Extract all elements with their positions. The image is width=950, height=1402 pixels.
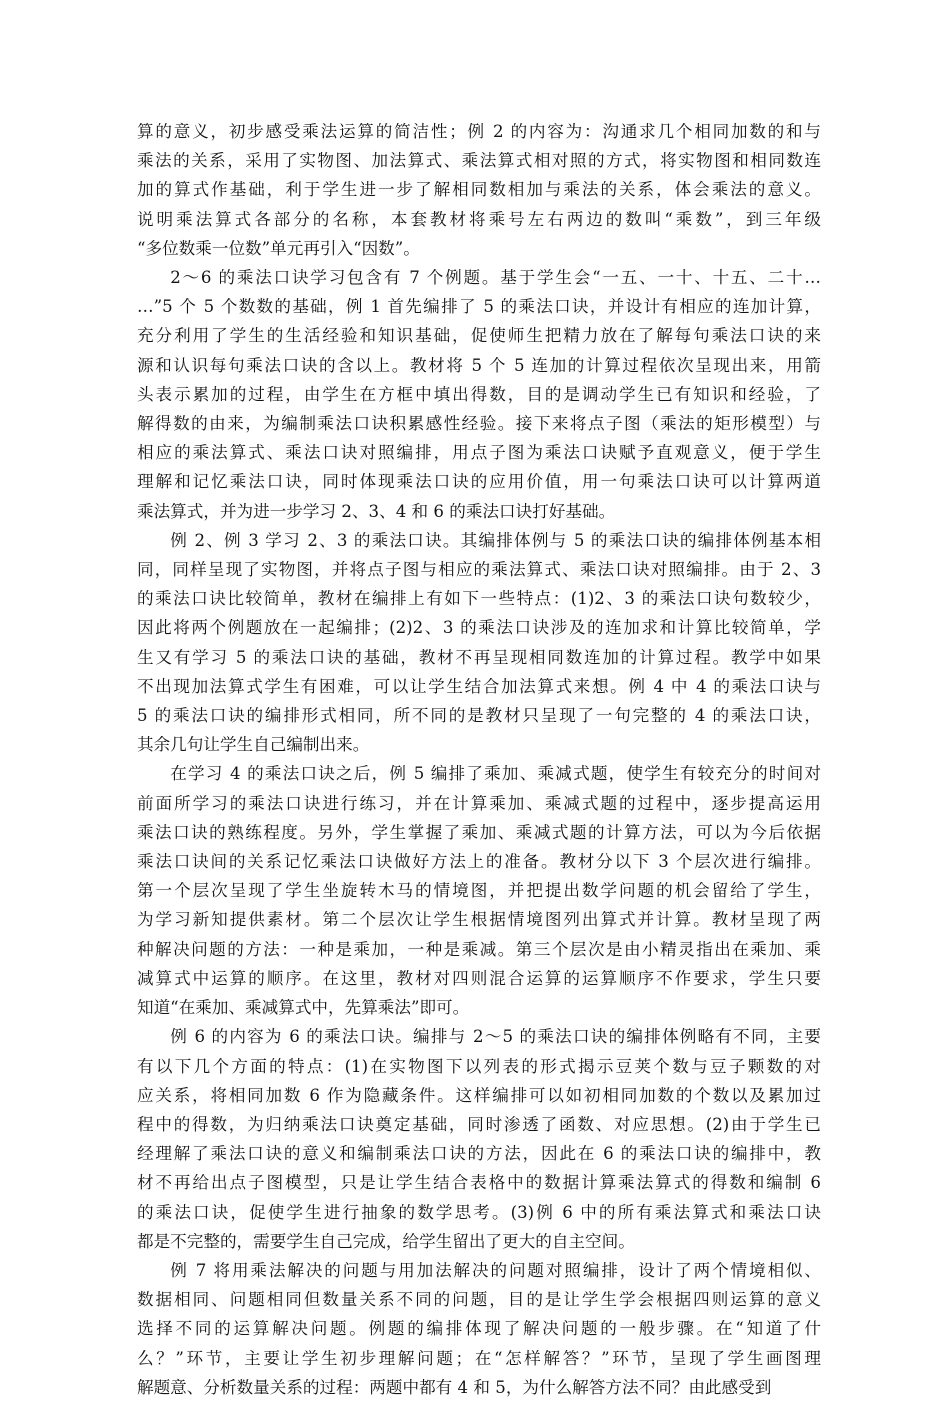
- text-line: 种解决问题的方法：一种是乘加，一种是乘减。第三个层次是由小精灵指出在乘加、乘: [137, 939, 821, 959]
- text-line: 解得数的由来，为编制乘法口诀积累感性经验。接下来将点子图（乘法的矩形模型）与: [137, 414, 821, 434]
- paragraph: [137, 526, 821, 760]
- text-line: 说明乘法算式各部分的名称，本套教材将乘号左右两边的数叫“乘数”，到三年级: [137, 209, 821, 229]
- text-line: 同，同样呈现了实物图，并将点子图与相应的乘法算式、乘法口诀对照编排。由于 2、3: [137, 560, 821, 580]
- text-line: 的乘法口诀比较简单，教材在编排上有如下一些特点：(1)2、3 的乘法口诀句数较少，: [137, 589, 821, 609]
- text-line: “多位数乘一位数”单元再引入“因数”。: [137, 238, 420, 258]
- text-line: 相应的乘法算式、乘法口诀对照编排，用点子图为乘法口诀赋予直观意义，便于学生: [137, 443, 821, 463]
- text-line: 例 6 的内容为 6 的乘法口诀。编排与 2～5 的乘法口诀的编排体例略有不同，主要: [170, 1027, 821, 1047]
- paragraph: [137, 117, 821, 263]
- paragraph: [137, 759, 821, 1022]
- text-line: 程中的得数，为归纳乘法口诀奠定基础，同时渗透了函数、对应思想。(2)由于学生已: [137, 1114, 821, 1134]
- text-line: 都是不完整的，需要学生自己完成，给学生留出了更大的自主空间。: [137, 1231, 635, 1251]
- text-line: 理解和记忆乘法口诀，同时体现乘法口诀的应用价值，用一句乘法口诀可以计算两道: [137, 472, 821, 492]
- text-line: 例 7 将用乘法解决的问题与用加法解决的问题对照编排，设计了两个情境相似、: [170, 1260, 821, 1280]
- text-line: 充分利用了学生的生活经验和知识基础，促使师生把精力放在了解每句乘法口诀的来: [137, 326, 821, 346]
- text-line: 2～6 的乘法口诀学习包含有 7 个例题。基于学生会“一五、一十、十五、二十…: [170, 268, 821, 288]
- text-line: 经理解了乘法口诀的意义和编制乘法口诀的方法，因此在 6 的乘法口诀的编排中，教: [137, 1144, 821, 1164]
- text-line: 生又有学习 5 的乘法口诀的基础，教材不再呈现相同数连加的计算过程。教学中如果: [137, 647, 821, 667]
- text-line: 为学习新知提供素材。第二个层次让学生根据情境图列出算式并计算。教材呈现了两: [137, 910, 821, 930]
- text-line: 不出现加法算式学生有困难，可以让学生结合加法算式来想。例 4 中 4 的乘法口诀与: [137, 676, 821, 696]
- paragraph: [137, 1022, 821, 1256]
- text-line: 减算式中运算的顺序。在这里，教材对四则混合运算的运算顺序不作要求，学生只要: [137, 968, 821, 988]
- text-line: 么？”环节，主要让学生初步理解问题；在“怎样解答？”环节，呈现了学生画图理: [137, 1348, 821, 1368]
- paragraph: [137, 1256, 821, 1402]
- text-line: 有以下几个方面的特点：(1)在实物图下以列表的形式揭示豆荚个数与豆子颗数的对: [137, 1056, 821, 1076]
- text-line: …”5 个 5 个数数的基础，例 1 首先编排了 5 的乘法口诀，并设计有相应的连加计算，: [137, 297, 821, 317]
- text-line: 知道“在乘加、乘减算式中，先算乘法”即可。: [137, 998, 470, 1018]
- text-line: 在学习 4 的乘法口诀之后，例 5 编排了乘加、乘减式题，使学生有较充分的时间对: [170, 764, 821, 784]
- text-line: 选择不同的运算解决问题。例题的编排体现了解决问题的一般步骤。在“知道了什: [137, 1319, 821, 1339]
- text-line: 其余几句让学生自己编制出来。: [137, 735, 370, 755]
- text-line: 前面所学习的乘法口诀进行练习，并在计算乘加、乘减式题的过程中，逐步提高运用: [137, 793, 821, 813]
- text-line: 解题意、分析数量关系的过程：两题中都有 4 和 5，为什么解答方法不同？由此感受到: [137, 1377, 772, 1397]
- text-line: 5 的乘法口诀的编排形式相同，所不同的是教材只呈现了一句完整的 4 的乘法口诀，: [137, 706, 821, 726]
- text-line: 第一个层次呈现了学生坐旋转木马的情境图，并把提出数学问题的机会留给了学生，: [137, 881, 821, 901]
- document-body: [137, 117, 821, 1402]
- text-line: 头表示累加的过程，由学生在方框中填出得数，目的是调动学生已有知识和经验，了: [137, 384, 821, 404]
- text-line: 材不再给出点子图模型，只是让学生结合表格中的数据计算乘法算式的得数和编制 6: [137, 1173, 821, 1193]
- text-line: 的乘法口诀，促使学生进行抽象的数学思考。(3)例 6 中的所有乘法算式和乘法口诀: [137, 1202, 821, 1222]
- text-line: 乘法的关系，采用了实物图、加法算式、乘法算式相对照的方式，将实物图和相同数连: [137, 151, 821, 171]
- paragraph: [137, 263, 821, 526]
- text-line: 因此将两个例题放在一起编排；(2)2、3 的乘法口诀涉及的连加求和计算比较简单，学: [137, 618, 821, 638]
- text-line: 加的算式作基础，利于学生进一步了解相同数相加与乘法的关系，体会乘法的意义。: [137, 180, 821, 200]
- text-line: 算的意义，初步感受乘法运算的简洁性；例 2 的内容为：沟通求几个相同加数的和与: [137, 122, 821, 141]
- text-line: 乘法算式，并为进一步学习 2、3、4 和 6 的乘法口诀打好基础。: [137, 501, 616, 521]
- text-line: 数据相同、问题相同但数量关系不同的问题，目的是让学生学会根据四则运算的意义: [137, 1290, 821, 1310]
- text-line: 应关系，将相同加数 6 作为隐藏条件。这样编排可以如初相同加数的个数以及累加过: [137, 1085, 821, 1105]
- text-line: 例 2、例 3 学习 2、3 的乘法口诀。其编排体例与 5 的乘法口诀的编排体例基本相: [170, 530, 821, 550]
- text-line: 乘法口诀间的关系记忆乘法口诀做好方法上的准备。教材分以下 3 个层次进行编排。: [137, 852, 821, 872]
- text-line: 源和认识每句乘法口诀的含以上。教材将 5 个 5 连加的计算过程依次呈现出来，用箭: [137, 355, 821, 375]
- text-line: 乘法口诀的熟练程度。另外，学生掌握了乘加、乘减式题的计算方法，可以为今后依据: [137, 822, 821, 842]
